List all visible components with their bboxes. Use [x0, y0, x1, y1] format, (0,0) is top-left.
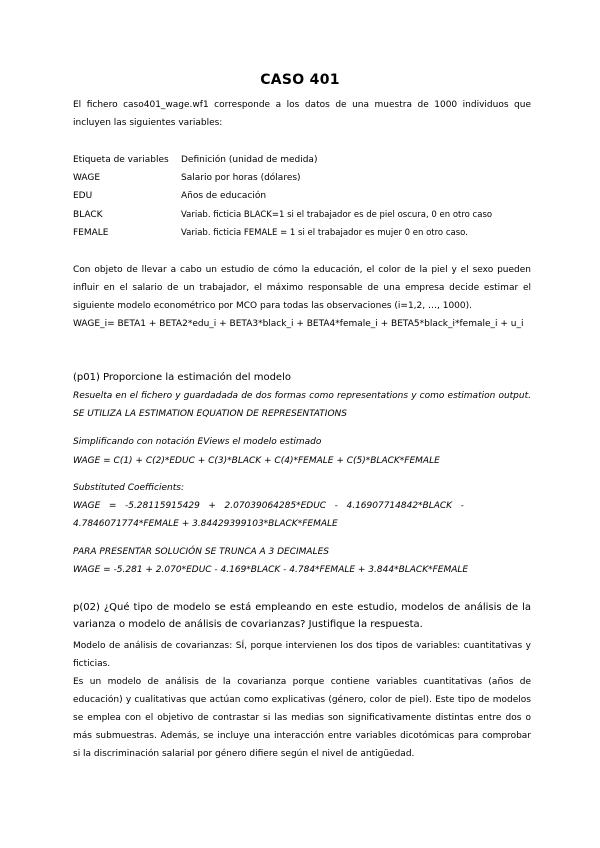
question-p02: p(02) ¿Qué tipo de modelo se está empleando en este estudio, modelos de análisis de la varianza o modelo de análisis de covarianzas? Justifique la respuesta.	[73, 602, 531, 630]
variable-name: BLACK	[73, 210, 103, 220]
p02-answer-explanation: Es un modelo de análisis de la covarianza porque contiene variables cuantitativas (años de educación) y cualitativas que actúan como explicativas (género, color de piel). Este tipo de modelos se emplea con el objetivo de contrastar si las medias son significativamente distintas entre dos o más submuestras. Además, se incluye una interacción entre variables dicotómicas para comprobar si la discriminación salarial por género difiere según el nivel de antigüedad.	[73, 677, 531, 759]
objective-paragraph: Con objeto de llevar a cabo un estudio de cómo la educación, el color de la piel y el sexo pueden influir en el salario de un trabajador, el máximo responsable de una empresa decide estimar el siguiente modelo econométrico por MCO para todas las observaciones (i=1,2, …, 1000).	[73, 265, 531, 311]
variable-definition: Variab. ficticia FEMALE = 1 si el trabajador es mujer 0 en otro caso.	[181, 228, 468, 238]
question-p01: (p01) Proporcione la estimación del modelo	[73, 372, 291, 383]
variable-name: WAGE	[73, 173, 101, 183]
intro-paragraph: El fichero caso401_wage.wf1 corresponde a los datos de una muestra de 1000 individuos que incluyen las siguientes variables:	[73, 100, 531, 128]
variable-name: FEMALE	[73, 228, 109, 238]
variable-definition: Variab. ficticia BLACK=1 si el trabajador es de piel oscura, 0 en otro caso	[181, 210, 493, 220]
substituted-label: Substituted Coefficients:	[73, 483, 184, 493]
substituted-equation-line2: 4.7846071774*FEMALE + 3.84429399103*BLACK*FEMALE	[73, 519, 338, 529]
variable-definition: Años de educación	[181, 191, 267, 201]
simplified-equation: WAGE = C(1) + C(2)*EDUC + C(3)*BLACK + C(4)*FEMALE + C(5)*BLACK*FEMALE	[73, 456, 440, 466]
variable-name: EDU	[73, 191, 93, 201]
table-header-definition: Definición (unidad de medida)	[181, 155, 318, 165]
simplified-label: Simplificando con notación EViews el modelo estimado	[73, 437, 322, 447]
truncated-equation: WAGE = -5.281 + 2.070*EDUC - 4.169*BLACK - 4.784*FEMALE + 3.844*BLACK*FEMALE	[73, 565, 469, 575]
p02-answer-short: Modelo de análisis de covarianzas: SÍ, porque intervienen los dos tipos de variables: cuantitativas y ficticias.	[73, 641, 531, 669]
variable-definition: Salario por horas (dólares)	[181, 173, 301, 183]
model-equation: WAGE_i= BETA1 + BETA2*edu_i + BETA3*black_i + BETA4*female_i + BETA5*black_i*female_i + u_i	[73, 319, 524, 329]
table-header-label: Etiqueta de variables	[73, 155, 169, 165]
truncation-label: PARA PRESENTAR SOLUCIÓN SE TRUNCA A 3 DECIMALES	[73, 547, 329, 557]
p01-instruction: Resuelta en el fichero y guardadada de dos formas como representations y como estimation output. SE UTILIZA LA ESTIMATION EQUATION DE REPRESENTATIONS	[73, 391, 531, 419]
page-title: CASO 401	[260, 72, 340, 88]
substituted-equation-line1: WAGE = -5.28115915429 + 2.07039064285*EDUC - 4.16907714842*BLACK -	[73, 501, 464, 511]
